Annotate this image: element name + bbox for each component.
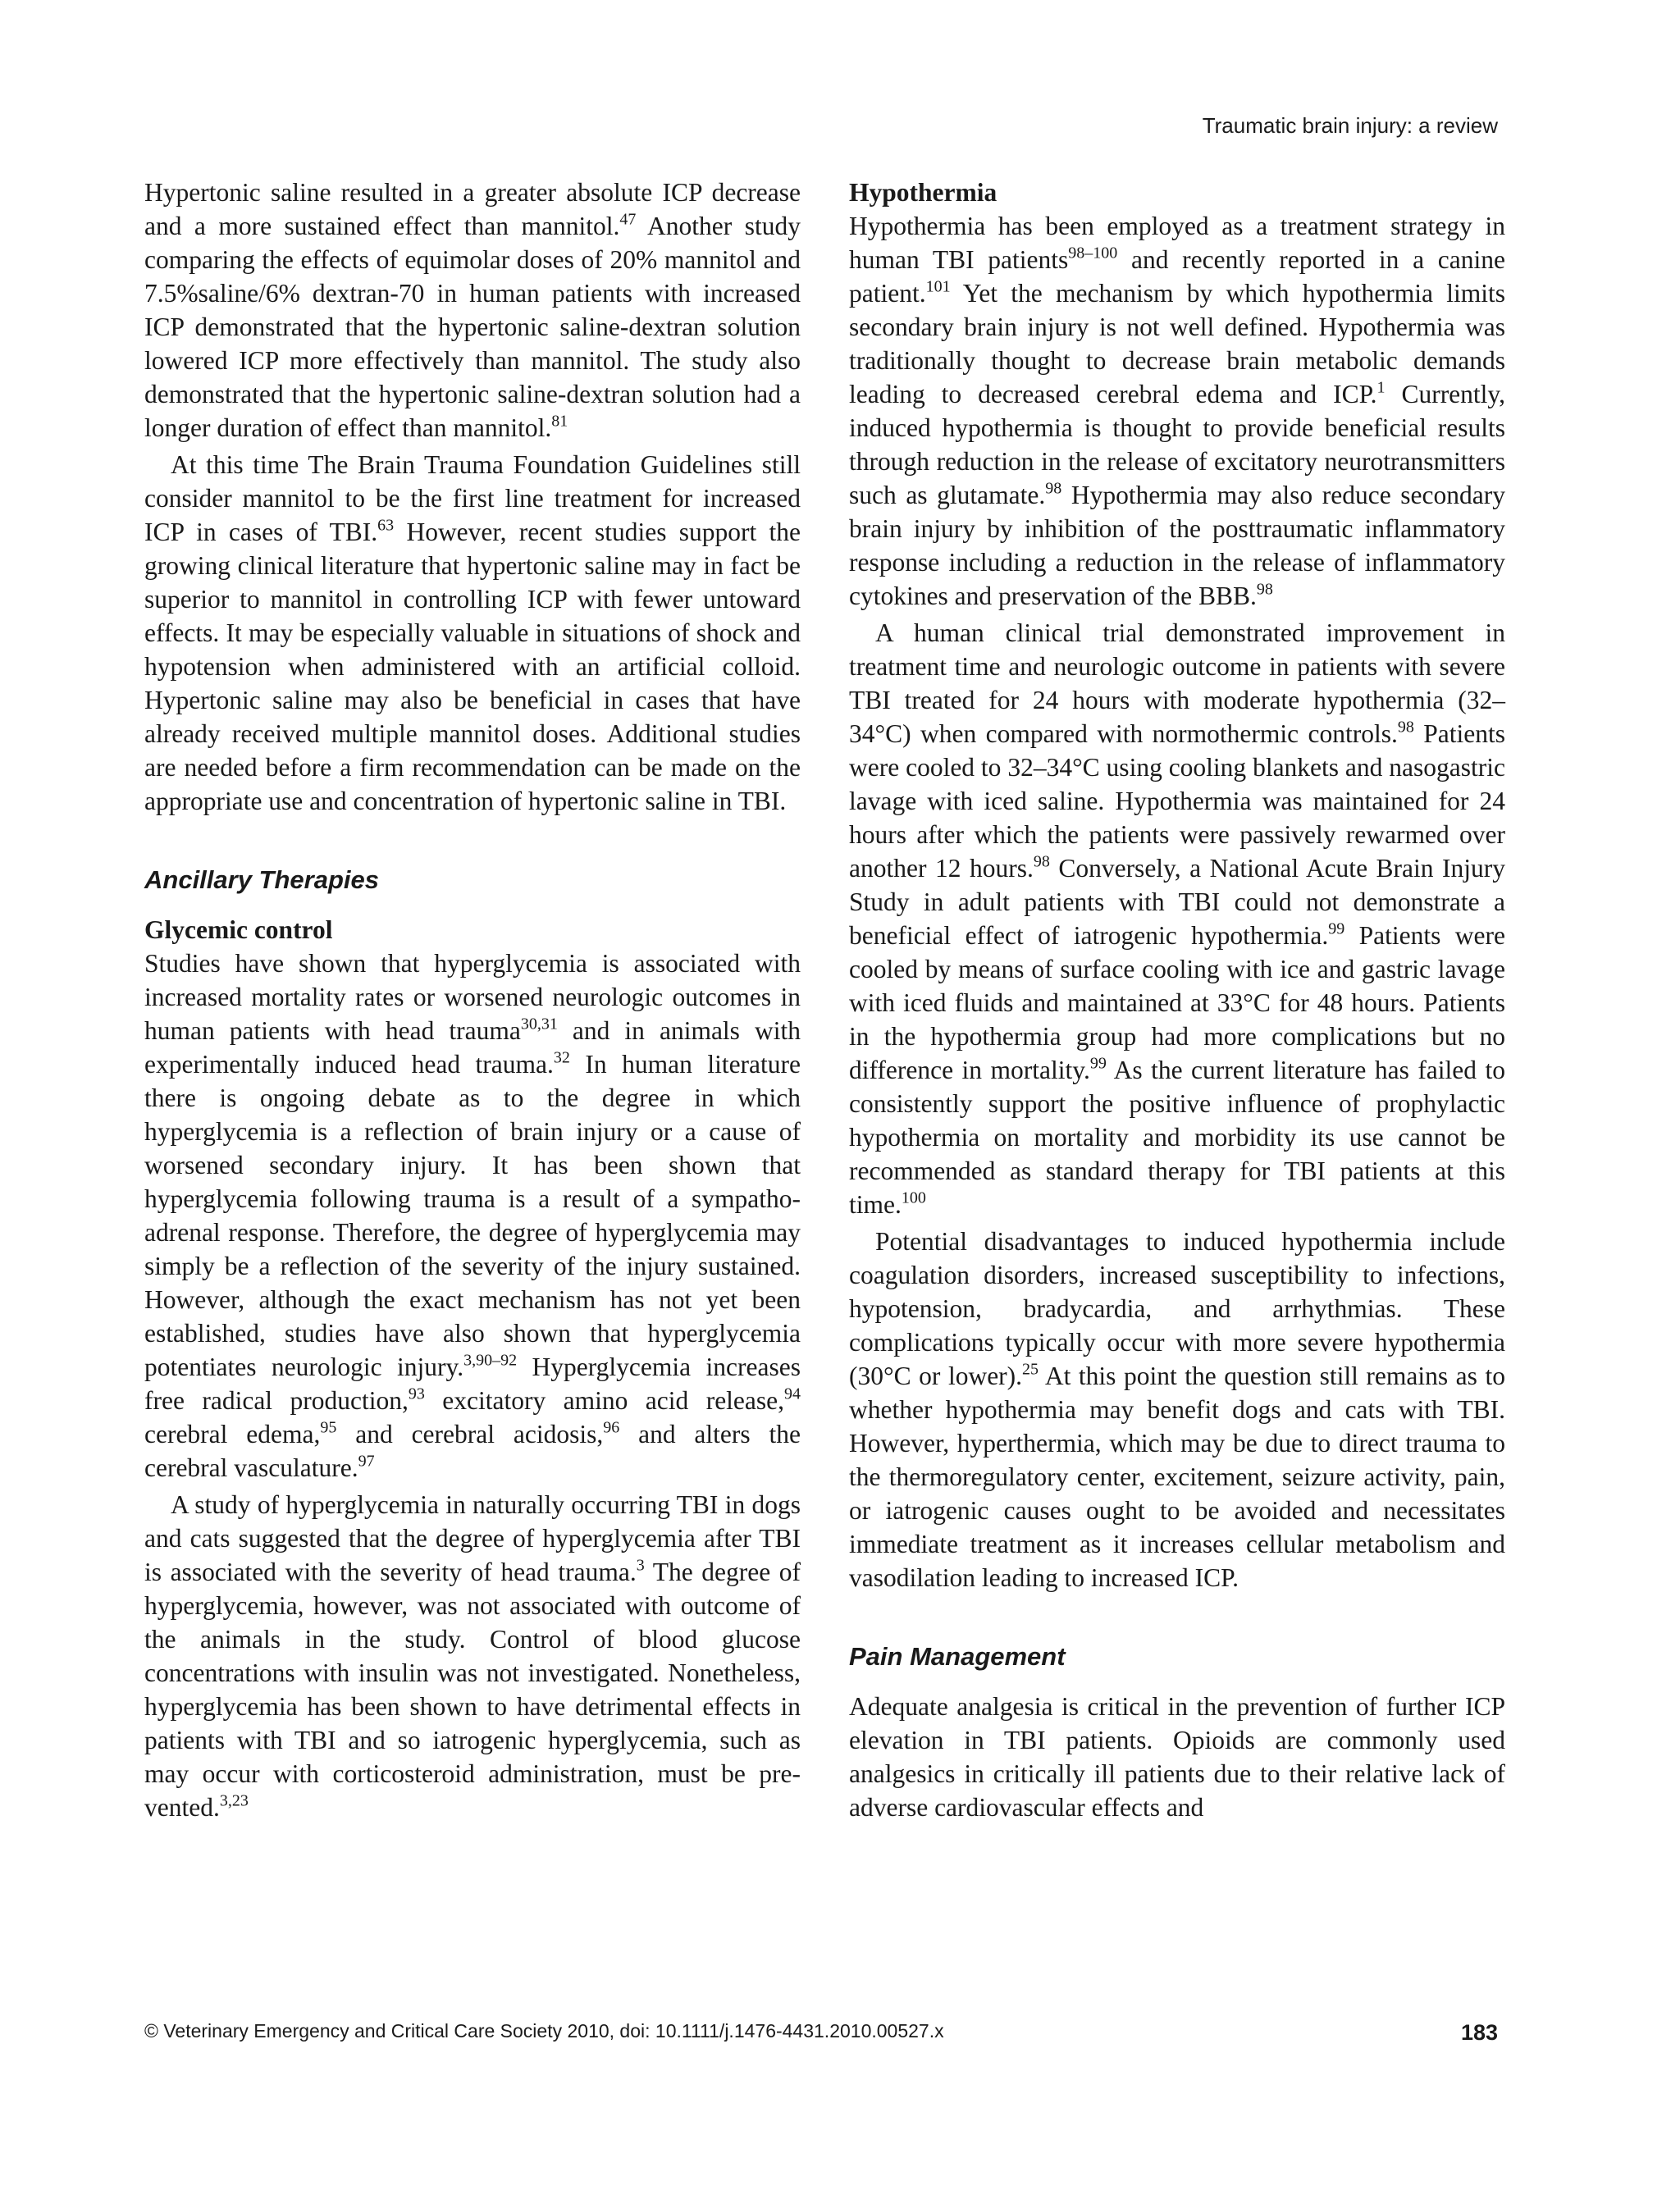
citation: 30,31	[520, 1015, 558, 1033]
paragraph: A study of hyperglycemia in naturally occurring TBI in dogs and cats suggested that the degree of hyperglycemia after TBI is associated with the severity of head trauma.$^3$ The degree of hyperglycemia, however, was not associated with outcome of the animals in the study. Control of blood glucose concentrations with insulin was not investigated. Nonetheless, hyperglycemia has been shown to have detrimental effects in patients with TBI and so iatrogenic hyperglycemia, such as may occur with corticosteroid administration, must be prevented.$^{3,23}$	[144, 1490, 801, 1822]
citation: 99	[1089, 1054, 1107, 1073]
citation: 47	[619, 210, 637, 229]
paragraph: Potential disadvantages to induced hypothermia include coagulation disorders, increased susceptibility to infections, hypotension, bradycardia, and arrhythmias. These complications typically occur with more severe hypothermia (30°C or lower).$^{25}$ At this point the question still remains as to whether hypothermia may benefit dogs and cats with TBI. However, hyperthermia, which may be due to direct trauma to the thermoregulatory center, excitement, seizure activity, pain, or iatrogenic causes ought to be avoided and necessitates immediate treatment as it increases cellular metabolism and vasodilation leading to increased ICP.	[849, 1227, 1505, 1592]
citation: 63	[377, 516, 395, 535]
citation: 93	[408, 1385, 425, 1403]
citation: 3,23	[219, 1791, 249, 1810]
section-heading-pain-management: Pain Management	[849, 1642, 1066, 1671]
citation: 3,90–92	[463, 1351, 518, 1370]
page-footer	[144, 2020, 1498, 2046]
citation: 100	[901, 1188, 926, 1207]
citation: 98	[1397, 718, 1414, 737]
subheading-glycemic-control: Glycemic control	[144, 915, 333, 944]
citation: 101	[925, 277, 951, 296]
citation: 98	[1256, 580, 1273, 599]
citation: 98	[1033, 852, 1050, 871]
citation: 32	[553, 1048, 570, 1067]
citation: 95	[320, 1418, 337, 1437]
paragraph: A human clinical trial demonstrated improvement in treatment time and neurologic outcome in patients with severe TBI treated for 24 hours with moderate hypothermia (32–34°C) when compared with normothermic controls.$^{98}$ Patients were cooled to 32–34°C using cooling blankets and nasogastric lavage with iced saline. Hypothermia was maintained for 24 hours after which the patients were passively rewarmed over another 12 hours.$^{98}$ Conversely, a National Acute Brain Injury Study in adult patients with TBI could not demonstrate a beneficial effect of iatrogenic hypothermia.$^{99}$ Patients were cooled by means of surface cooling with ice and gastric lavage with iced fluids and maintained at 33°C for 48 hours. Patients in the hypothermia group had more complications but no difference in mortality.$^{99}$ As the current literature has failed to consistently support the positive influence of prophylactic hypothermia on mortality and morbidity its use cannot be recommended as standard therapy for TBI patients at this time.$^{100}$	[849, 618, 1506, 1219]
paragraph: Adequate analgesia is critical in the prevention of further ICP elevation in TBI patients. Opioids are commonly used analgesics in critically ill patients due to their relative lack of adverse cardiovascular effects and	[849, 1692, 1505, 1822]
copyright-doi: © Veterinary Emergency and Critical Care Society 2010, doi: 10.1111/j.1476-4431.2010.00527.x	[144, 2020, 944, 2041]
paragraph: Hypothermia has been employed as a treatment strategy in human TBI patients$^{98-100}$ and recently reported in a canine patient.$^{101}$ Yet the mechanism by which hypothermia limits secondary brain injury is not well defined. Hypothermia was traditionally thought to decrease brain metabolic demands leading to decreased cerebral edema and ICP.$^1$ Currently, induced hypothermia is thought to provide beneficial results through reduction in the release of excitatory neurotransmitters such as glutamate.$^{98}$ Hypothermia may also reduce secondary brain injury by inhibition of the posttraumatic inflammatory response including a reduction in the release of inflammatory cytokines and preservation of the BBB.$^{98}$	[849, 212, 1505, 610]
section-heading-ancillary-therapies: Ancillary Therapies	[144, 865, 380, 894]
citation: 94	[784, 1385, 801, 1403]
paragraph: Hypertonic saline resulted in a greater absolute ICP decrease and a more sustained effect than mannitol.$^{47}$ Another study comparing the effects of equimolar doses of 20% mannitol and 7.5%saline/6% dextran-70 in human patients with increased ICP demonstrated that the hypertonic saline-dextran solution lowered ICP more effectively than mannitol. The study also demonstrated that the hypertonic saline-dextran solution had a longer duration of effect than mannitol.$^{81}$	[144, 178, 801, 442]
citation: 3	[636, 1556, 645, 1575]
page-number: 183	[1460, 2020, 1498, 2045]
citation: 81	[551, 412, 568, 431]
citation: 99	[1328, 919, 1345, 938]
citation: 25	[1022, 1360, 1039, 1379]
running-head: Traumatic brain injury: a review	[1202, 113, 1498, 138]
citation: 97	[358, 1452, 375, 1471]
citation: 98	[1045, 479, 1062, 498]
paragraph: At this time The Brain Trauma Foundation Guidelines still consider mannitol to be the first line treatment for increased ICP in cases of TBI.$^{63}$ However, recent studies support the growing clinical literature that hypertonic saline may in fact be superior to mannitol in controlling ICP with fewer untoward effects. It may be especially valuable in situations of shock and hypotension when administered with an artificial colloid. Hypertonic saline may also be beneficial in cases that have already received multiple mannitol doses. Additional studies are needed before a firm recommendation can be made on the appropriate use and concentration of hypertonic saline in TBI.	[144, 450, 801, 815]
subheading-hypothermia: Hypothermia	[849, 178, 998, 207]
citation: 98–100	[1068, 244, 1118, 262]
citation: 96	[603, 1418, 620, 1437]
left-column	[144, 176, 801, 1824]
right-column	[849, 176, 1505, 1824]
citation: 1	[1376, 378, 1386, 397]
paragraph: Studies have shown that hyperglycemia is associated with increased mortality rates or worsened neurologic outcomes in human patients with head trauma$^{30,31}$ and in animals with experimentally induced head trauma.$^{32}$ In human literature there is ongoing debate as to the degree in which hyperglycemia is a reflection of brain injury or a cause of worsened secondary injury. It has been shown that hyperglycemia following trauma is a result of a sympatho-adrenal response. Therefore, the degree of hyperglycemia may simply be a reflection of the severity of the injury sustained. However, although the exact mechanism has not yet been established, studies have also shown that hyperglycemia potentiates neurologic injury.$^{3,90-92}$ Hyperglycemia increases free radical production,$^{93}$ excitatory amino acid release,$^{94}$ cerebral edema,$^{95}$ and cerebral acidosis,$^{96}$ and alters the cerebral vasculature.$^{97}$	[144, 949, 801, 1482]
